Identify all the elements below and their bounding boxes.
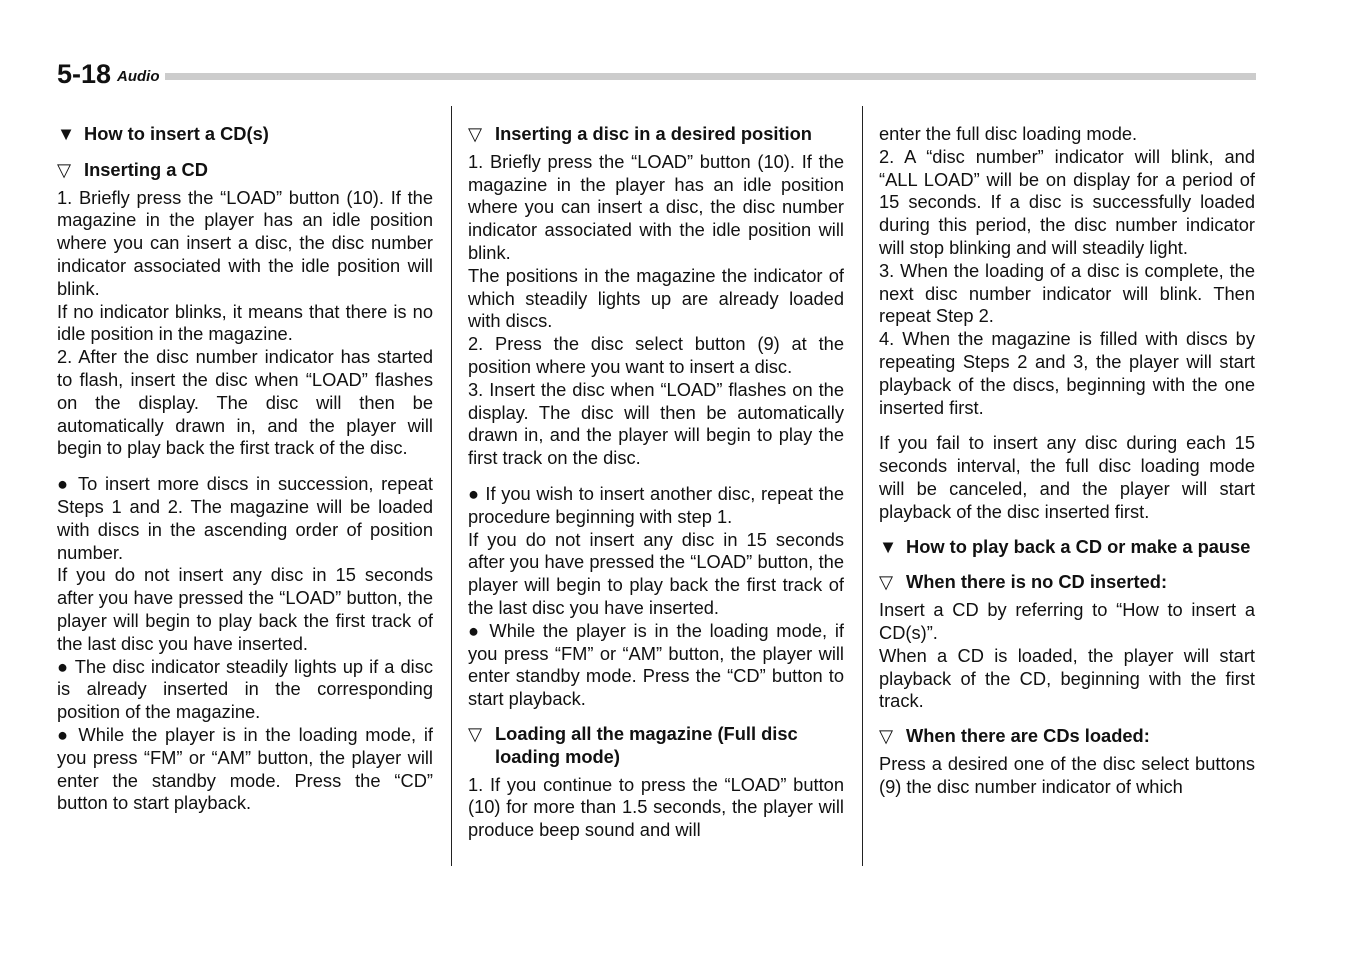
column-middle [468,123,844,842]
triangle-outline-icon: ▽ [468,722,483,744]
bullet-paragraph: ● While the player is in the loading mode, if you press “FM” or “AM” button, the player will enter the standby mode. Press the “CD” button to start playback. [57,723,433,814]
subheading-loading-all [468,723,844,769]
subheading-desired-position [468,123,844,146]
triangle-outline-icon: ▽ [57,158,72,180]
paragraph: If you fail to insert any disc during each 15 seconds interval, the full disc loading mode will be canceled, and the player will start playback of the disc inserted first. [879,432,1255,522]
paragraph: If you do not insert any disc in 15 seconds after you have pressed the “LOAD” button, the player will begin to play back the first track of the last disc you have inserted. [468,528,844,618]
section-title: Audio [117,68,160,85]
paragraph: Press a desired one of the disc select buttons (9) the disc number indicator of which [879,752,1255,797]
subheading-inserting-cd [57,159,433,182]
column-left [57,123,433,815]
triangle-outline-icon: ▽ [879,571,894,593]
triangle-filled-icon: ▼ [879,535,898,557]
paragraph: 2. Press the disc select button (9) at the position where you want to insert a disc. [468,333,844,377]
page-number: 5-18 [57,59,112,89]
column-right [879,123,1255,799]
subheading-text: When there is no CD inserted: [906,571,1168,593]
paragraph: 4. When the magazine is filled with discs by repeating Steps 2 and 3, the player will start playback of the discs, beginning with the one inserted first. [879,328,1255,418]
paragraph: 2. After the disc number indicator has started to flash, insert the disc when “LOAD” flashes on the display. The disc will then be automatically drawn in, and the player will begin to play back the first track of the disc. [57,346,433,459]
triangle-outline-icon: ▽ [468,123,483,144]
heading-how-to-insert-cd [57,123,433,146]
paragraph: 1. Briefly press the “LOAD” button (10). If the magazine in the player has an idle position where you can insert a disc, the disc number indicator associated with the idle position will blink. [468,150,844,263]
triangle-filled-icon: ▼ [57,123,76,144]
paragraph: 2. A “disc number” indicator will blink, and “ALL LOAD” will be on display for a period of 15 seconds. If a disc is successfully loaded during this period, the disc number indicator will stop blinking and will steadily light. [879,145,1255,258]
page-header [57,58,1257,90]
paragraph: Insert a CD by referring to “How to insert a CD(s)”. [879,599,1255,643]
subheading-text: Inserting a CD [84,158,208,180]
header-rule [165,73,1256,80]
paragraph: enter the full disc loading mode. [879,123,1138,144]
column-divider [862,106,863,866]
paragraph: 3. When the loading of a disc is complete, the next disc number indicator will blink. Then repeat Step 2. [879,259,1255,327]
paragraph: 1. If you continue to press the “LOAD” button (10) for more than 1.5 seconds, the player will produce beep sound and will [468,773,844,841]
paragraph: If no indicator blinks, it means that there is no idle position in the magazine. [57,300,433,345]
column-divider [451,106,452,866]
paragraph: 3. Insert the disc when “LOAD” flashes on the display. The disc will then be automatically drawn in, and the player will begin to play the first track on the disc. [468,378,844,469]
subheading-no-cd [879,571,1255,594]
paragraph: When a CD is loaded, the player will start playback of the CD, beginning with the first track. [879,644,1255,712]
paragraph: 1. Briefly press the “LOAD” button (10). If the magazine in the player has an idle position where you can insert a disc, the disc number indicator associated with the idle position will blink. [57,186,433,299]
triangle-outline-icon: ▽ [879,725,894,747]
subheading-text: When there are CDs loaded: [906,725,1150,747]
subheading-cds-loaded [879,725,1255,748]
paragraph: If you do not insert any disc in 15 seconds after you have pressed the “LOAD” button, the player will begin to play back the first track of the last disc you have inserted. [57,564,433,654]
bullet-paragraph: ● While the player is in the loading mode, if you press “FM” or “AM” button, the player will enter standby mode. Press the “CD” button to start playback. [468,619,844,710]
subheading-text: Inserting a disc in a desired position [495,123,812,144]
bullet-paragraph: ● To insert more discs in succession, repeat Steps 1 and 2. The magazine will be loaded with discs in the ascending order of position number. [57,473,433,563]
paragraph: The positions in the magazine the indicator of which steadily lights up are already loaded with discs. [468,264,844,332]
heading-text: How to play back a CD or make a pause [906,535,1251,557]
bullet-paragraph: ● If you wish to insert another disc, repeat the procedure beginning with step 1. [468,482,844,527]
subheading-text: Loading all the magazine (Full disc loading mode) [495,722,798,767]
heading-text: How to insert a CD(s) [84,123,269,144]
bullet-paragraph: ● The disc indicator steadily lights up if a disc is already inserted in the corresponding position of the magazine. [57,655,433,723]
heading-play-back [879,536,1255,559]
